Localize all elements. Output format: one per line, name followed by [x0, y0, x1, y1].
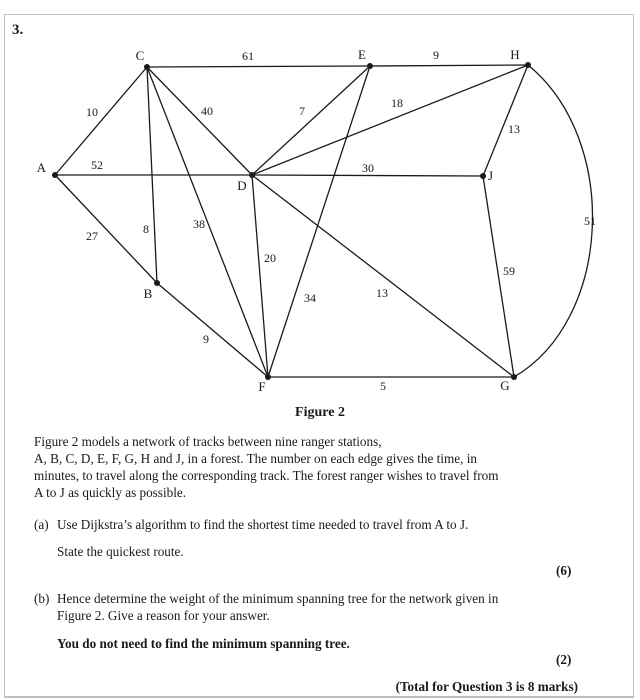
node-label-d: D: [237, 178, 247, 193]
edge-e-h: [370, 65, 528, 66]
part-b-line1: Hence determine the weight of the minimum spanning tree for the network given in: [57, 591, 499, 606]
part-a-sub: State the quickest route.: [57, 544, 184, 559]
bottom-rule: [4, 697, 634, 698]
edge-weight-h-j: 13: [508, 122, 520, 136]
part-b-marks: (2): [556, 652, 572, 667]
edge-weight-j-g: 59: [503, 264, 515, 278]
edge-weight-a-b: 27: [86, 229, 98, 243]
question-total: (Total for Question 3 is 8 marks): [395, 679, 578, 694]
edge-weight-c-d: 40: [201, 104, 213, 118]
edge-d-g: [252, 175, 514, 377]
node-label-j: J: [488, 168, 494, 183]
node-c: [144, 64, 150, 70]
edge-a-b: [55, 175, 157, 283]
node-label-h: H: [510, 47, 520, 62]
node-label-f: F: [258, 379, 266, 394]
part-a-text: Use Dijkstra’s algorithm to find the shortest time needed to travel from A to J.: [57, 517, 469, 532]
node-g: [511, 374, 517, 380]
edge-weight-d-g: 13: [376, 286, 388, 300]
edge-b-f: [157, 283, 268, 377]
intro-line: A to J as quickly as possible.: [34, 485, 187, 500]
edge-h-j: [483, 65, 528, 176]
edge-weight-b-f: 9: [203, 332, 209, 346]
question-intro: [34, 433, 564, 501]
figure-caption: Figure 2: [295, 405, 345, 420]
edge-weight-c-e: 61: [242, 49, 254, 63]
part-a-label: (a): [34, 517, 49, 532]
node-b: [154, 280, 160, 286]
part-b-note: You do not need to find the minimum spanning tree.: [57, 636, 350, 651]
node-label-a: A: [36, 160, 46, 175]
part-b-line2: Figure 2. Give a reason for your answer.: [57, 608, 270, 623]
intro-line: A, B, C, D, E, F, G, H and J, in a forest. The number on each edge gives the time, in: [34, 451, 477, 466]
node-f: [265, 374, 271, 380]
edge-weight-d-f: 20: [264, 251, 276, 265]
edge-weight-e-f: 34: [304, 291, 316, 305]
intro-line: minutes, to travel along the corresponding track. The forest ranger wishes to travel from: [34, 468, 499, 483]
edge-d-j: [252, 175, 483, 176]
edge-c-d: [147, 67, 252, 175]
edge-weight-e-d: 7: [299, 104, 305, 118]
part-a-marks: (6): [556, 563, 572, 578]
node-a: [52, 172, 58, 178]
node-label-e: E: [358, 47, 366, 62]
edge-weight-a-c: 10: [86, 105, 98, 119]
edge-c-e: [147, 66, 370, 67]
edge-weight-e-h: 9: [433, 48, 439, 62]
node-label-b: B: [143, 286, 153, 301]
edge-h-g: [514, 65, 592, 377]
part-b-label: (b): [34, 591, 50, 606]
node-d: [249, 172, 255, 178]
edge-weight-c-f: 38: [193, 217, 205, 231]
node-j: [480, 173, 486, 179]
edge-weight-h-g: 51: [584, 214, 596, 228]
question-number: 3.: [12, 22, 24, 38]
edge-h-d: [252, 65, 528, 175]
intro-line: Figure 2 models a network of tracks between nine ranger stations,: [34, 434, 382, 449]
edge-weight-d-j: 30: [362, 161, 374, 175]
edge-weight-f-g: 5: [380, 379, 386, 393]
node-label-g: G: [500, 378, 510, 393]
edge-weight-h-d: 18: [391, 96, 403, 110]
edge-weight-a-d: 52: [91, 158, 103, 172]
edge-weight-c-b: 8: [143, 222, 149, 236]
edge-d-f: [252, 175, 268, 377]
node-h: [525, 62, 531, 68]
node-e: [367, 63, 373, 69]
node-label-c: C: [135, 48, 145, 63]
